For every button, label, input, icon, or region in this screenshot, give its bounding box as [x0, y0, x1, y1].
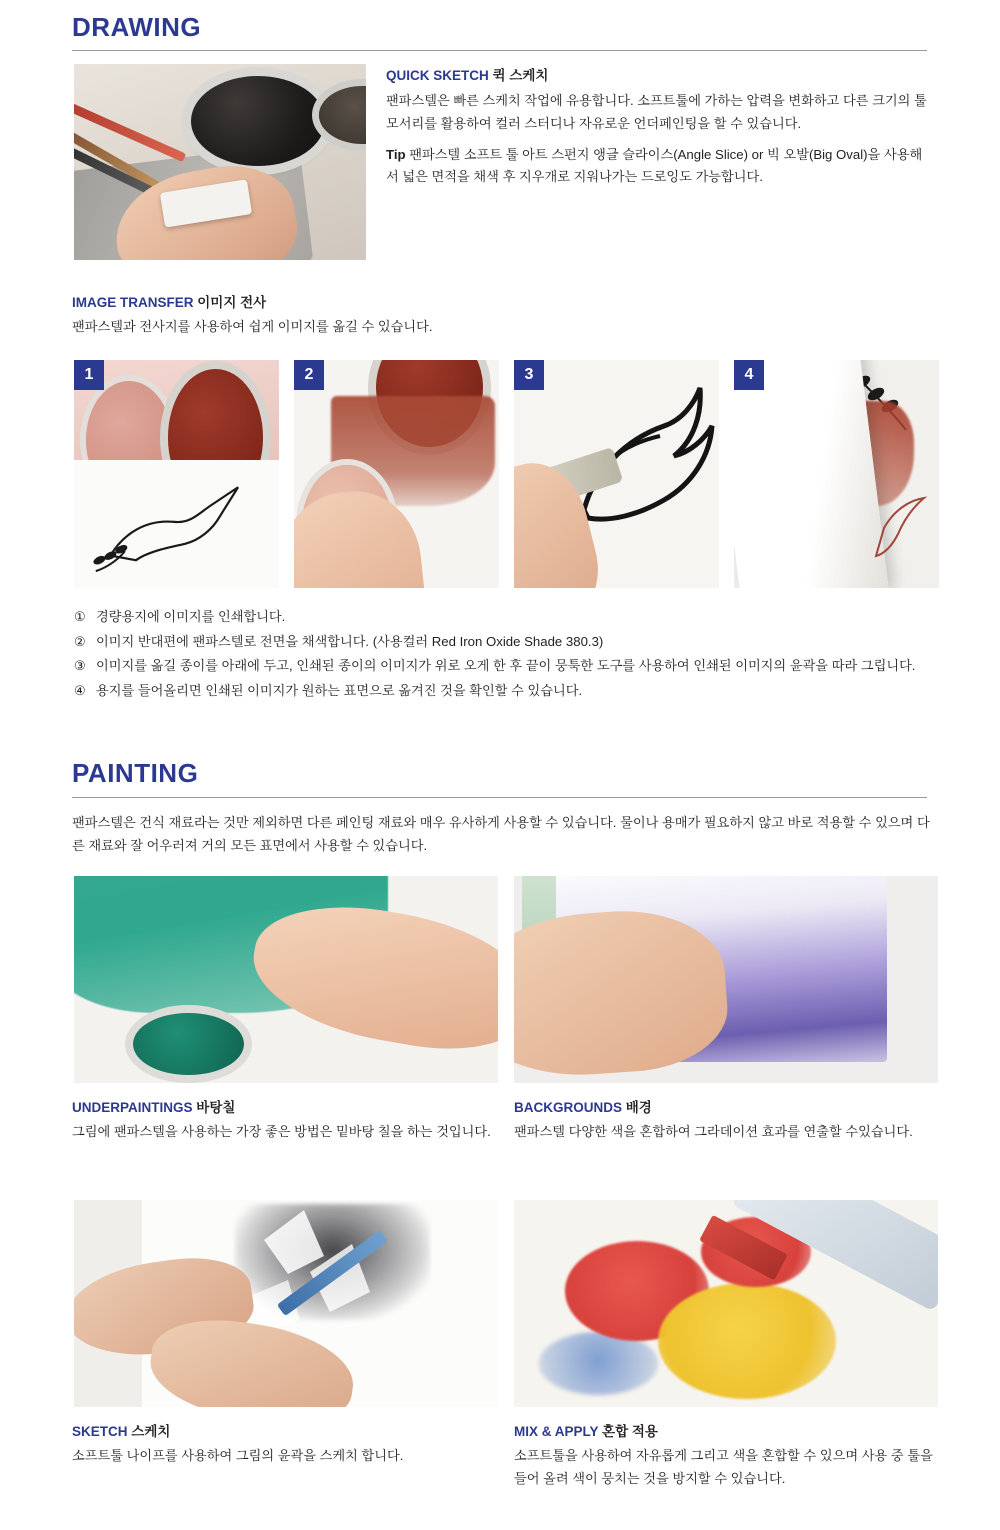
- step-badge-4: 4: [734, 360, 764, 390]
- sketch-body: 소프트툴 나이프를 사용하여 그림의 윤곽을 스케치 합니다.: [72, 1448, 404, 1464]
- photo-quick-sketch: [74, 64, 366, 260]
- sketch-heading-en: SKETCH: [72, 1424, 128, 1439]
- photo-backgrounds: [514, 876, 938, 1083]
- quick-sketch-tip-label: Tip: [386, 146, 406, 162]
- photo-transfer-step-4: [734, 360, 939, 588]
- list-text: 이미지 반대편에 팬파스텔로 전면을 채색합니다. (사용컬러 Red Iron Oxide Shade 380.3): [96, 633, 604, 649]
- list-item: [74, 605, 944, 629]
- quick-sketch-body: 팬파스텔은 빠른 스케치 작업에 유용합니다. 소프트툴에 가하는 압력을 변화하고 다른 크기의 툴 모서리를 활용하여 컬러 스터디나 자유로운 언더페인팅을 할 수 있습니다.: [386, 93, 927, 131]
- quick-sketch-text-block: [386, 66, 930, 189]
- list-text: 이미지를 옮길 종이를 아래에 두고, 인쇄된 종이의 이미지가 위로 오게 한 후 끝이 뭉툭한 도구를 사용하여 인쇄된 이미지의 윤곽을 따라 그립니다.: [96, 658, 916, 673]
- sketch-heading-ko: 스케치: [131, 1424, 171, 1439]
- mix-apply-body: 소프트툴을 사용하여 자유롭게 그리고 색을 혼합할 수 있으며 사용 중 툴을 들어 올려 색이 뭉치는 것을 방지할 수 있습니다.: [514, 1448, 933, 1486]
- list-marker: ②: [74, 633, 86, 649]
- backgrounds-heading-ko: 배경: [625, 1100, 652, 1115]
- caption-sketch: [72, 1422, 492, 1468]
- image-transfer-heading-en: IMAGE TRANSFER: [72, 295, 194, 310]
- section-title-drawing: DRAWING: [72, 12, 202, 42]
- backgrounds-body: 팬파스텔 다양한 색을 혼합하여 그라데이션 효과를 연출할 수있습니다.: [514, 1124, 913, 1140]
- caption-mix-apply: [514, 1422, 936, 1491]
- divider-drawing: [72, 50, 927, 51]
- list-item: [74, 630, 944, 654]
- list-marker: ④: [74, 682, 86, 698]
- photo-transfer-step-1: [74, 360, 279, 588]
- underpaintings-heading-en: UNDERPAINTINGS: [72, 1100, 193, 1115]
- image-transfer-subtitle: 팬파스텔과 전사지를 사용하여 쉽게 이미지를 옮길 수 있습니다.: [72, 319, 433, 335]
- caption-underpaintings: [72, 1098, 492, 1144]
- quick-sketch-tip-text: 팬파스텔 소프트 툴 아트 스펀지 앵글 슬라이스(Angle Slice) or 빅 오발(Big Oval)을 사용해서 넓은 면적을 채색 후 지우개로 지워나가는 드로잉도 가능합니다.: [386, 146, 923, 185]
- photo-transfer-step-2: [294, 360, 499, 588]
- image-transfer-heading-block: [72, 293, 932, 339]
- underpaintings-heading-ko: 바탕칠: [196, 1100, 236, 1115]
- painting-intro: 팬파스텔은 건식 재료라는 것만 제외하면 다른 페인팅 재료와 매우 유사하게 사용할 수 있습니다. 물이나 용매가 필요하지 않고 바로 적용할 수 있으며 다른 재료와 잘 어우러져 거의 모든 표면에서 사용할 수 있습니다.: [72, 815, 930, 853]
- divider-painting: [72, 797, 927, 798]
- photo-transfer-step-3: [514, 360, 719, 588]
- list-marker: ①: [74, 609, 86, 624]
- image-transfer-heading-ko: 이미지 전사: [197, 295, 267, 310]
- list-item: [74, 654, 944, 678]
- step-badge-1: 1: [74, 360, 104, 390]
- backgrounds-heading-en: BACKGROUNDS: [514, 1100, 622, 1115]
- photo-underpaintings: [74, 876, 498, 1083]
- photo-sketch: [74, 1200, 498, 1407]
- list-text: 용지를 들어올리면 인쇄된 이미지가 원하는 표면으로 옮겨진 것을 확인할 수 있습니다.: [96, 682, 583, 698]
- quick-sketch-heading-ko: 퀵 스케치: [492, 68, 549, 83]
- list-marker: ③: [74, 658, 86, 673]
- step-badge-2: 2: [294, 360, 324, 390]
- mix-apply-heading-en: MIX & APPLY: [514, 1424, 599, 1439]
- quick-sketch-heading-en: QUICK SKETCH: [386, 68, 489, 83]
- section-title-painting: PAINTING: [72, 758, 199, 788]
- image-transfer-steps-list: [74, 605, 944, 703]
- mix-apply-heading-ko: 혼합 적용: [602, 1424, 658, 1439]
- photo-mix-apply: [514, 1200, 938, 1407]
- step-badge-3: 3: [514, 360, 544, 390]
- underpaintings-body: 그림에 팬파스텔을 사용하는 가장 좋은 방법은 밑바탕 칠을 하는 것입니다.: [72, 1124, 491, 1140]
- caption-backgrounds: [514, 1098, 934, 1144]
- list-text: 경량용지에 이미지를 인쇄합니다.: [96, 609, 286, 624]
- list-item: [74, 679, 944, 703]
